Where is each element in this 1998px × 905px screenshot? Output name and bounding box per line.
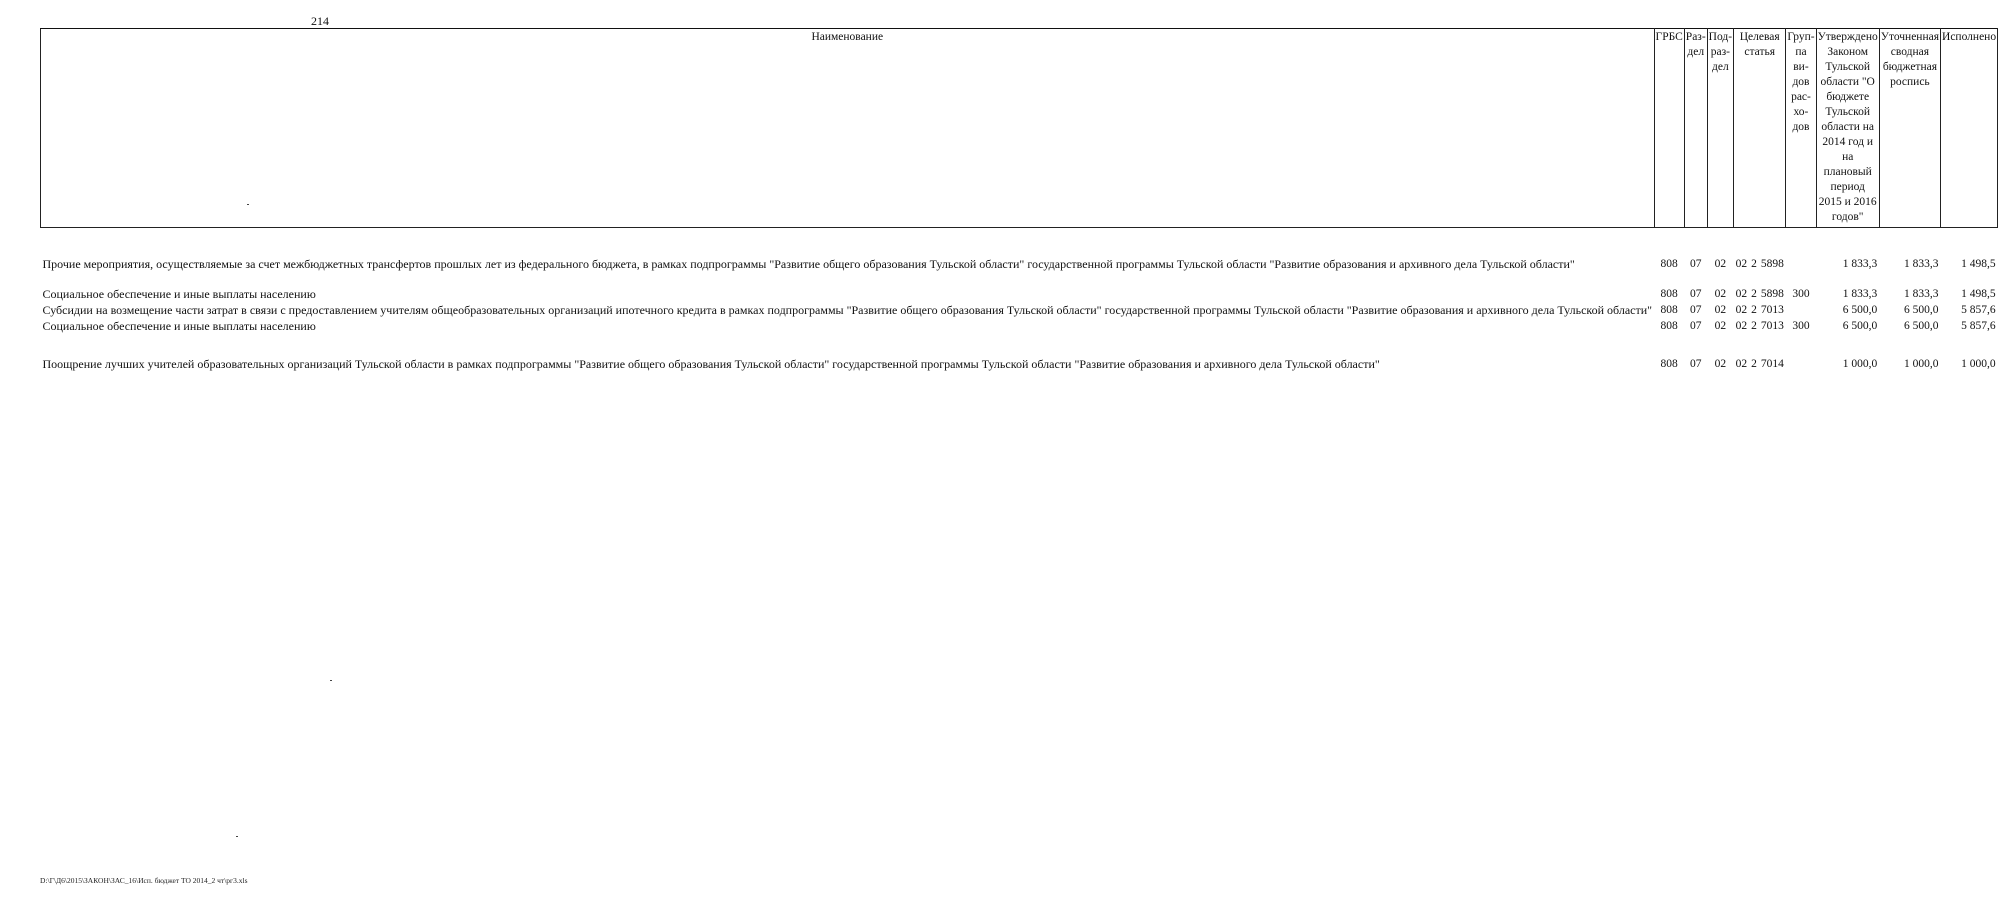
page-number: 214 bbox=[311, 14, 329, 28]
row-podrazdel: 02 bbox=[1714, 304, 1727, 316]
row-revised: 1 000,0 bbox=[1904, 357, 1939, 370]
header-name: Наименование bbox=[41, 29, 1655, 228]
table-row bbox=[41, 318, 1998, 334]
row-cs-subprogram: 2 bbox=[1751, 288, 1757, 300]
file-path-footer: D:\Г\Д6\2015\ЗАКОН\ЗАС_16\Исп. бюджет ТО 2014_2 чт\рг3.xls bbox=[40, 876, 248, 885]
table-row bbox=[41, 302, 1998, 318]
row-executed: 5 857,6 bbox=[1961, 304, 1996, 316]
row-approved: 6 500,0 bbox=[1842, 304, 1878, 316]
table-header bbox=[41, 29, 1998, 228]
row-podrazdel: 02 bbox=[1714, 258, 1727, 270]
row-grbs: 808 bbox=[1660, 357, 1678, 370]
table-row bbox=[41, 256, 1998, 272]
row-razdel: 07 bbox=[1689, 357, 1702, 370]
scan-speck bbox=[247, 204, 249, 205]
row-cs-code: 7014 bbox=[1760, 357, 1784, 370]
row-revised: 1 833,3 bbox=[1904, 288, 1939, 300]
row-approved: 1 833,3 bbox=[1842, 258, 1878, 270]
row-executed: 1 498,5 bbox=[1961, 258, 1996, 270]
row-name: Субсидии на возмещение части затрат в связи с предоставлением учителям общеобразовательных организаций ипотечного кредита в рамках подпрограммы "Развитие общего образования Тульской области" государственной программы Тульской области "Развитие образования и архивного дела Тульской области" bbox=[42, 303, 1653, 317]
row-vid bbox=[1786, 356, 1816, 372]
row-cs-program: 02 bbox=[1735, 304, 1748, 316]
row-grbs: 808 bbox=[1660, 288, 1678, 300]
row-vid: 300 bbox=[1792, 320, 1810, 332]
row-approved: 6 500,0 bbox=[1842, 320, 1878, 332]
row-revised: 1 833,3 bbox=[1904, 258, 1939, 270]
row-cs-subprogram: 2 bbox=[1751, 357, 1757, 370]
row-vid bbox=[1786, 302, 1816, 318]
row-podrazdel: 02 bbox=[1714, 357, 1727, 370]
row-razdel: 07 bbox=[1689, 320, 1702, 332]
budget-table bbox=[40, 28, 1998, 372]
scan-speck bbox=[236, 836, 238, 837]
row-executed: 1 000,0 bbox=[1961, 357, 1996, 370]
header-grbs: ГРБС bbox=[1654, 29, 1684, 228]
header-ispolneno: Исполнено bbox=[1941, 29, 1998, 228]
row-grbs: 808 bbox=[1660, 320, 1678, 332]
row-executed: 5 857,6 bbox=[1961, 320, 1996, 332]
header-podrazdel: Под- раз- дел bbox=[1707, 29, 1733, 228]
row-approved: 1 833,3 bbox=[1842, 288, 1878, 300]
row-razdel: 07 bbox=[1689, 288, 1702, 300]
row-executed: 1 498,5 bbox=[1961, 288, 1996, 300]
header-razdel: Раз- дел bbox=[1684, 29, 1707, 228]
row-revised: 6 500,0 bbox=[1904, 304, 1939, 316]
row-razdel: 07 bbox=[1689, 304, 1702, 316]
row-revised: 6 500,0 bbox=[1904, 320, 1939, 332]
row-vid: 300 bbox=[1792, 288, 1810, 300]
row-cs-code: 5898 bbox=[1760, 258, 1784, 270]
table-row bbox=[41, 286, 1998, 302]
row-grbs: 808 bbox=[1660, 258, 1678, 270]
row-cs-subprogram: 2 bbox=[1751, 320, 1757, 332]
row-cs-program: 02 bbox=[1735, 320, 1748, 332]
row-cs-program: 02 bbox=[1735, 258, 1748, 270]
row-podrazdel: 02 bbox=[1714, 320, 1727, 332]
row-vid bbox=[1786, 256, 1816, 272]
header-utochnennaya: Уточненная сводная бюджетная роспись bbox=[1879, 29, 1940, 228]
scan-speck bbox=[330, 680, 332, 681]
row-podrazdel: 02 bbox=[1714, 288, 1727, 300]
row-approved: 1 000,0 bbox=[1842, 357, 1878, 370]
row-cs-code: 5898 bbox=[1760, 288, 1784, 300]
table-row bbox=[41, 356, 1998, 372]
row-cs-subprogram: 2 bbox=[1751, 258, 1757, 270]
row-name: Поощрение лучших учителей образовательных организаций Тульской области в рамках подпрограммы "Развитие общего образования Тульской области" государственной программы Тульской области "Развитие образования и архивного дела Тульской области" bbox=[42, 357, 1380, 371]
row-cs-code: 7013 bbox=[1760, 304, 1784, 316]
header-celevaya-statya: Целевая статья bbox=[1734, 29, 1786, 228]
row-name: Социальное обеспечение и иные выплаты населению bbox=[42, 287, 316, 301]
row-name: Социальное обеспечение и иные выплаты населению bbox=[42, 319, 316, 333]
row-cs-program: 02 bbox=[1735, 357, 1748, 370]
row-cs-subprogram: 2 bbox=[1751, 304, 1757, 316]
row-razdel: 07 bbox=[1689, 258, 1702, 270]
header-gruppa-vidov: Груп- па ви- дов рас- хо- дов bbox=[1786, 29, 1816, 228]
header-utverzhdeno: Утверждено Законом Тульской области "О бюджете Тульской области на 2014 год и на плановый период 2015 и 2016 годов" bbox=[1816, 29, 1879, 228]
row-cs-code: 7013 bbox=[1760, 320, 1784, 332]
row-cs-program: 02 bbox=[1735, 288, 1748, 300]
row-grbs: 808 bbox=[1660, 304, 1678, 316]
row-name: Прочие мероприятия, осуществляемые за счет межбюджетных трансфертов прошлых лет из федерального бюджета, в рамках подпрограммы "Развитие общего образования Тульской области" государственной программы Тульской области "Развитие образования и архивного дела Тульской области" bbox=[42, 257, 1575, 271]
